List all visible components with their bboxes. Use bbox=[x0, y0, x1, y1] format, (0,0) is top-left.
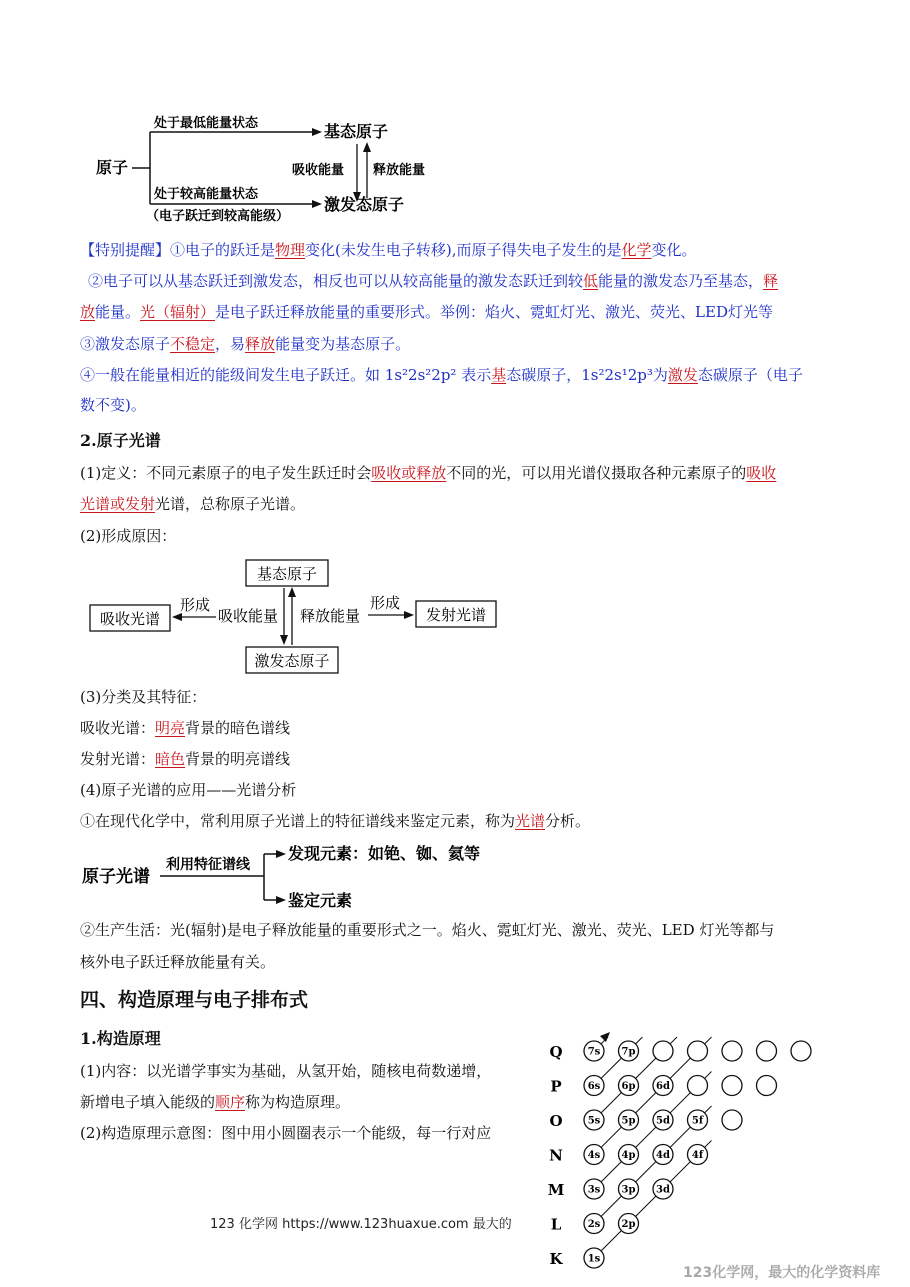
d2-excited-label: 激发态原子 bbox=[254, 652, 330, 670]
d2-form-left: 形成 bbox=[180, 596, 211, 614]
energy-level-circle bbox=[688, 1076, 708, 1096]
energy-level-label: 3d bbox=[656, 1184, 670, 1196]
abs-a: 吸收光谱： bbox=[80, 719, 156, 737]
c2-a: 新增电子填入能级的 bbox=[80, 1093, 216, 1111]
shell-label: M bbox=[547, 1181, 565, 1199]
app1-spectrum: 光谱 bbox=[515, 812, 546, 830]
energy-level-label: 7p bbox=[621, 1046, 636, 1058]
tip2-c: 能量的激发态乃至基态， bbox=[598, 272, 764, 290]
tip2-low: 低 bbox=[583, 272, 599, 290]
life-line-1: ②生产生活：光(辐射)是电子释放能量的重要形式之一。焰火、霓虹灯光、激光、荧光、LED 灯光等都与 bbox=[80, 921, 775, 939]
shell-label: P bbox=[550, 1077, 562, 1096]
app1-a: ①在现代化学中，常利用原子光谱上的特征谱线来鉴定元素，称为 bbox=[80, 812, 516, 830]
emit-a: 发射光谱： bbox=[80, 750, 156, 768]
aufbau-diagram bbox=[540, 1030, 830, 1285]
tip4-c: ，易 bbox=[215, 335, 246, 353]
section-four-title: 四、构造原理与电子排布式 bbox=[80, 989, 309, 1011]
def-c: 不同的光，可以用光谱仪摄取各种元素原子的 bbox=[446, 464, 747, 482]
energy-level-label: 1s bbox=[587, 1253, 601, 1265]
atom-label: 原子 bbox=[96, 158, 129, 177]
bottom-branch-label: 处于较高能量状态 bbox=[154, 187, 259, 202]
def2-b: 光谱，总称原子光谱。 bbox=[155, 495, 306, 513]
energy-level-label: 7s bbox=[587, 1046, 601, 1058]
tip3-light: 光（辐射） bbox=[140, 303, 216, 321]
energy-level-label: 5f bbox=[691, 1115, 704, 1127]
energy-level-label: 3p bbox=[621, 1184, 636, 1196]
tip-line-1 bbox=[80, 240, 697, 260]
app1-c: 分析。 bbox=[545, 812, 591, 830]
shell-label: K bbox=[549, 1250, 563, 1268]
energy-level-label: 5p bbox=[621, 1115, 636, 1127]
top-branch-label: 处于最低能量状态 bbox=[154, 116, 259, 131]
energy-level-circle bbox=[688, 1041, 708, 1061]
energy-level-label: 5s bbox=[587, 1115, 601, 1127]
tip4-e: 能量变为基态原子。 bbox=[275, 335, 411, 353]
d3-discover-elements: 发现元素：如铯、铷、氦等 bbox=[288, 844, 481, 863]
tip-line-2 bbox=[88, 271, 778, 291]
tip-line-6 bbox=[80, 395, 146, 415]
watermark: 123化学网，最大的化学资料库 bbox=[683, 1265, 881, 1281]
energy-level-circle bbox=[757, 1041, 777, 1061]
tip5-c: 态碳原子，1s²2s¹2p³为 bbox=[506, 366, 668, 384]
emit-c: 背景的明亮谱线 bbox=[185, 750, 291, 768]
energy-level-label: 4s bbox=[587, 1150, 601, 1161]
abs-bright: 明亮 bbox=[155, 719, 186, 737]
def-absorb-or-release: 吸收或释放 bbox=[371, 464, 447, 482]
aufbau-content-2 bbox=[80, 1092, 350, 1112]
def2-spectra-or-emit: 光谱或发射 bbox=[80, 495, 156, 513]
life-line-2: 核外电子跃迁释放能量有关。 bbox=[80, 953, 276, 971]
d2-emit-spectrum: 发射光谱 bbox=[425, 606, 487, 624]
d2-absorb-energy: 吸收能量 bbox=[218, 607, 279, 625]
tip3-d: 是电子跃迁释放能量的重要形式。举例：焰火、霓虹灯光、激光、荧光、LED灯光等 bbox=[215, 303, 773, 321]
filling-order-arrow-icon bbox=[600, 1032, 610, 1042]
shell-label: L bbox=[550, 1215, 562, 1234]
d2-ground-label: 基态原子 bbox=[256, 565, 318, 583]
bottom-note-label: （电子跃迁到较高能级） bbox=[146, 209, 290, 224]
tip-line-5 bbox=[80, 365, 803, 385]
shell-label: Q bbox=[549, 1043, 563, 1061]
tip6: 数不变)。 bbox=[80, 396, 146, 414]
energy-level-label: 4d bbox=[656, 1150, 670, 1161]
abs-c: 背景的暗色谱线 bbox=[185, 719, 291, 737]
tip4-a: ③激发态原子 bbox=[80, 335, 171, 353]
energy-level-circle bbox=[791, 1041, 811, 1061]
c2-order: 顺序 bbox=[215, 1093, 246, 1111]
tip5-e: 态碳原子（电子 bbox=[697, 366, 803, 384]
classification-title: (3)分类及其特征： bbox=[80, 688, 207, 706]
emit-spectrum-line bbox=[80, 749, 290, 769]
energy-level-label: 6d bbox=[656, 1081, 670, 1092]
tip2-a: ②电子可以从基态跃迁到激发态，相反也可以从较高能量的激发态跃迁到较 bbox=[88, 272, 584, 290]
emit-dark: 暗色 bbox=[155, 750, 186, 768]
excited-state-label: 激发态原子 bbox=[324, 195, 405, 214]
absorb-spectrum-line bbox=[80, 718, 290, 738]
c2-c: 称为构造原理。 bbox=[245, 1093, 351, 1111]
d3-identify-elements: 鉴定元素 bbox=[288, 891, 353, 910]
tip1-chemical: 化学 bbox=[621, 241, 652, 259]
energy-level-label: 4f bbox=[691, 1150, 704, 1161]
d2-absorb-spectrum: 吸收光谱 bbox=[99, 610, 161, 628]
energy-level-circle bbox=[722, 1110, 742, 1130]
shell-label: N bbox=[549, 1146, 563, 1165]
def-a: (1)定义：不同元素原子的电子发生跃迁时会 bbox=[80, 464, 372, 482]
def-absorb: 吸收 bbox=[746, 464, 777, 482]
definition-line-1 bbox=[80, 463, 776, 483]
d3-source: 原子光谱 bbox=[82, 867, 150, 887]
atom-state-diagram bbox=[90, 112, 450, 232]
energy-level-label: 4p bbox=[621, 1150, 636, 1161]
cause-line: (2)形成原因： bbox=[80, 527, 177, 545]
d2-form-right: 形成 bbox=[370, 594, 401, 612]
tip1-c: 变化(未发生电子转移),而原子得失电子发生的是 bbox=[305, 241, 622, 259]
tip4-release: 释放 bbox=[245, 335, 276, 353]
tip4-unstable: 不稳定 bbox=[170, 335, 216, 353]
energy-level-label: 3s bbox=[587, 1184, 601, 1196]
spectra-formation-diagram bbox=[86, 555, 506, 680]
energy-level-label: 2p bbox=[621, 1219, 636, 1230]
tip2-release-start: 释 bbox=[763, 272, 779, 290]
tip-line-4 bbox=[80, 334, 410, 354]
energy-level-circle bbox=[722, 1076, 742, 1096]
tip3-b: 能量。 bbox=[95, 303, 141, 321]
d2-release-energy: 释放能量 bbox=[300, 607, 361, 625]
d3-use-feature-lines: 利用特征谱线 bbox=[166, 857, 250, 873]
application-line-1 bbox=[80, 811, 590, 831]
spectral-analysis-diagram bbox=[80, 838, 500, 913]
aufbau-heading: 1.构造原理 bbox=[80, 1029, 161, 1048]
energy-level-label: 5d bbox=[656, 1115, 670, 1127]
energy-level-circle bbox=[653, 1041, 673, 1061]
energy-level-label: 6p bbox=[621, 1081, 636, 1092]
tip5-a: ④一般在能量相近的能级间发生电子跃迁。如 1s²2s²2p² 表示 bbox=[80, 366, 492, 384]
energy-level-circle bbox=[757, 1076, 777, 1096]
tip3-release-end: 放 bbox=[80, 303, 96, 321]
aufbau-content-3: (2)构造原理示意图：图中用小圆圈表示一个能级，每一行对应 bbox=[80, 1124, 492, 1142]
footer-text: 123 化学网 https://www.123huaxue.com 最大的 bbox=[210, 1217, 512, 1232]
tip-line-3 bbox=[80, 302, 773, 322]
shell-label: O bbox=[549, 1112, 563, 1130]
tip1-physical: 物理 bbox=[275, 241, 306, 259]
absorb-energy-label: 吸收能量 bbox=[292, 163, 345, 178]
ground-state-label: 基态原子 bbox=[324, 122, 389, 141]
release-energy-label: 释放能量 bbox=[373, 163, 426, 178]
energy-level-circle bbox=[722, 1041, 742, 1061]
tip5-excited: 激发 bbox=[667, 366, 698, 384]
spectra-heading: 2.原子光谱 bbox=[80, 431, 161, 450]
definition-line-2 bbox=[80, 494, 305, 514]
energy-level-label: 6s bbox=[587, 1081, 601, 1092]
tip1-a: 【特别提醒】①电子的跃迁是 bbox=[80, 241, 276, 259]
application-title: (4)原子光谱的应用——光谱分析 bbox=[80, 781, 297, 799]
tip1-e: 变化。 bbox=[651, 241, 697, 259]
energy-level-label: 2s bbox=[587, 1219, 601, 1230]
tip5-ground: 基 bbox=[491, 366, 507, 384]
aufbau-content-1: (1)内容：以光谱学事实为基础，从氢开始，随核电荷数递增， bbox=[80, 1062, 492, 1080]
